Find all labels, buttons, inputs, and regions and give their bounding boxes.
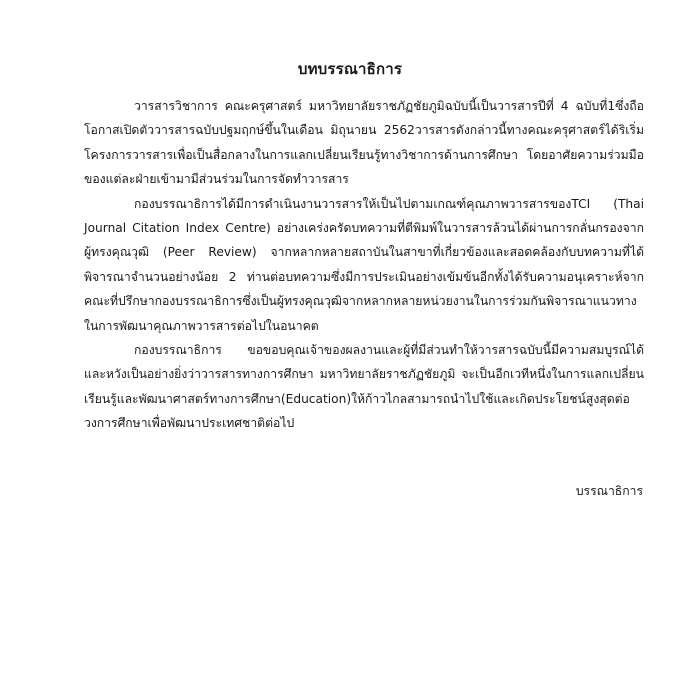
editorial-body xyxy=(84,94,644,436)
paragraph-3: กองบรรณาธิการ ขอขอบคุณเจ้าของผลงานและผู้ที่มีส่วนทำให้วารสารฉบับนี้มีความสมบูรณ์ได้และหวังเป็นอย่างยิ่งว่าวารสารทางการศึกษา มหาวิทยาลัยราชภัฏชัยภูมิ จะเป็นอีกเวทีหนึ่งในการแลกเปลี่ยนเรียนรู้และพัฒนาศาสตร์ทางการศึกษา(Education)ให้ก้าวไกลสามารถนำไปใช้และเกิดประโยชน์สูงสุดต่อวงการศึกษาเพื่อพัฒนาประเทศชาติต่อไป xyxy=(84,343,644,431)
paragraph-2: กองบรรณาธิการได้มีการดำเนินงานวารสารให้เป็นไปตามเกณฑ์คุณภาพวารสารของTCI (Thai Journal Citation Index Centre) อย่างเคร่งครัดบทความที่ตีพิมพ์ในวารสารล้วนได้ผ่านการกลั่นกรองจากผู้ทรงคุณวุฒิ (Peer Review) จากหลากหลายสถาบันในสาขาที่เกี่ยวข้องและสอดคล้องกับบทความที่ได้พิจารณาจำนวนอย่างน้อย 2 ท่านต่อบทความซึ่งมีการประเมินอย่างเข้มข้นอีกทั้งได้รับความอนุเคราะห์จากคณะที่ปรึกษากองบรรณาธิการซึ่งเป็นผู้ทรงคุณวุฒิจากหลากหลายหน่วยงานในการร่วมกันพิจารณาแนวทางในการพัฒนาคุณภาพวารสารต่อไปในอนาคต xyxy=(84,196,644,333)
editor-signature: บรรณาธิการ xyxy=(575,484,643,498)
paragraph-1: วารสารวิชาการ คณะครุศาสตร์ มหาวิทยาลัยราชภัฏชัยภูมิฉบับนี้เป็นวารสารปีที่ 4 ฉบับที่1ซึ่งถือโอกาสเปิดตัววารสารฉบับปฐมฤกษ์ขึ้นในเดือน มิถุนายน 2562วารสารดังกล่าวนี้ทางคณะครุศาสตร์ได้ริเริ่มโครงการวารสารเพื่อเป็นสื่อกลางในการแลกเปลี่ยนเรียนรู้ทางวิชาการด้านการศึกษา โดยอาศัยความร่วมมือของแต่ละฝ่ายเข้ามามีส่วนร่วมในการจัดทำวารสาร xyxy=(84,99,644,187)
page-title: บทบรรณาธิการ xyxy=(297,60,403,78)
